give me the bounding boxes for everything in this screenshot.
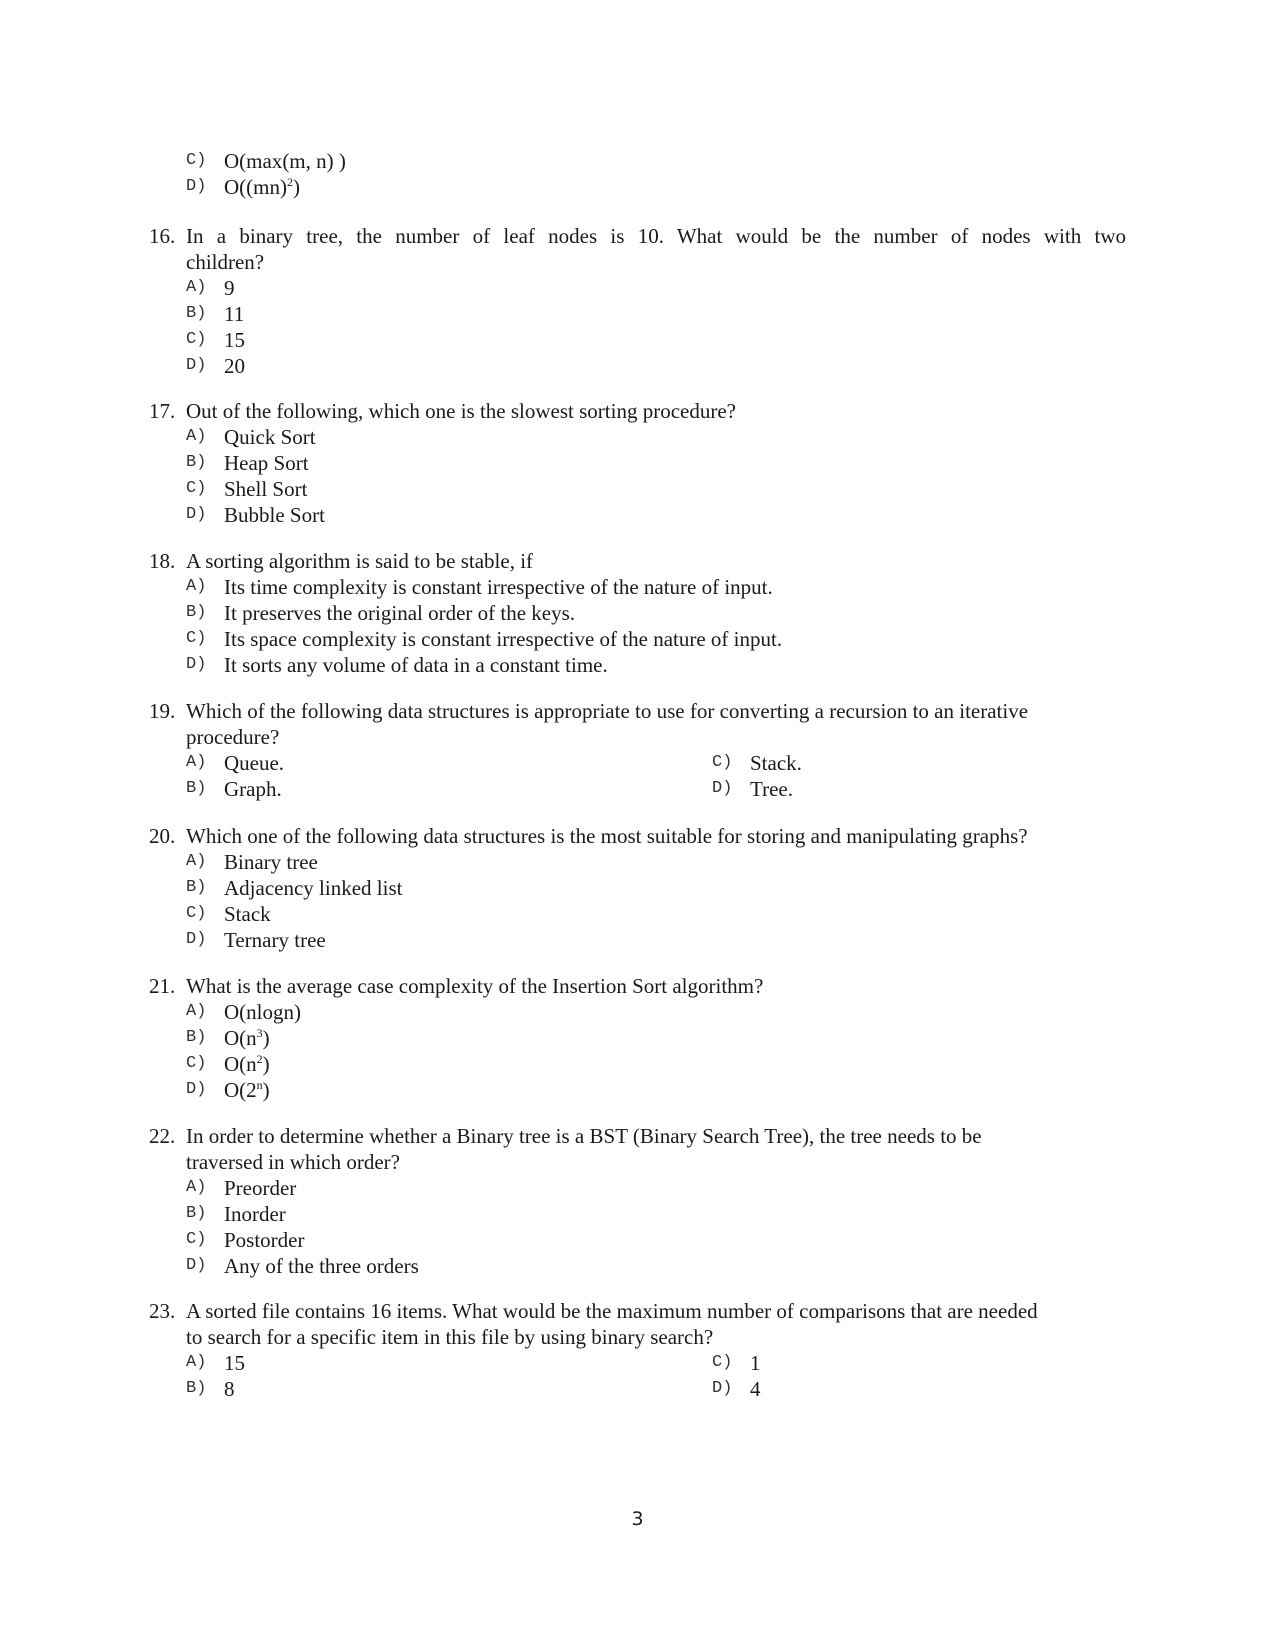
option-a-text: 15 (224, 1351, 245, 1375)
option-c-text: Stack. (750, 751, 802, 775)
question-number: 21. (149, 974, 176, 998)
question-20 (149, 823, 1129, 953)
question-18 (149, 548, 1129, 678)
question-text: What is the average case complexity of the Insertion Sort algorithm? (186, 974, 764, 998)
question-line (149, 1123, 1129, 1149)
question-number: 18. (149, 549, 176, 573)
option-c-text: 1 (750, 1351, 761, 1375)
option-text: O(max(m, n) ) (224, 149, 346, 173)
option-b-letter: B) (186, 1379, 207, 1398)
option-a-letter: A) (186, 753, 207, 772)
question-number: 23. (149, 1299, 176, 1323)
question-text: Which one of the following data structures is the most suitable for storing and manipulating graphs? (186, 824, 1028, 848)
option-d-text: 4 (750, 1377, 761, 1401)
option-a: A) Its time complexity is constant irrespective of the nature of input. (186, 575, 773, 599)
option-b: B) Inorder (186, 1202, 286, 1226)
option-c: C) $O(n^2)$ (186, 1052, 270, 1076)
option-a: A) Binary tree (186, 850, 318, 874)
question-text: Out of the following, which one is the slowest sorting procedure? (186, 399, 736, 423)
question-line (149, 1324, 1129, 1350)
option-row (149, 750, 1129, 776)
question-line (149, 398, 1129, 424)
option-b: B) 11 (186, 302, 245, 326)
option-letter: D) (186, 177, 207, 196)
option-b-text: 8 (224, 1377, 235, 1401)
question-number: 20. (149, 824, 176, 848)
option-letter: C) (186, 151, 207, 170)
question-text: to search for a specific item in this file by using binary search? (186, 1325, 714, 1349)
option-c (149, 148, 1129, 174)
page-number: 3 (631, 1508, 644, 1530)
option-d: D) Any of the three orders (186, 1254, 419, 1278)
question-number: 19. (149, 699, 176, 723)
superscript: 2 (286, 175, 293, 189)
question-21 (149, 973, 1129, 1103)
option-d: D) It sorts any volume of data in a constant time. (186, 653, 608, 677)
superscript: 2 (256, 1052, 263, 1066)
option-row (149, 1350, 1129, 1376)
option-c-letter: C) (712, 753, 733, 772)
option-b: B) Heap Sort (186, 451, 309, 475)
question-text: In a binary tree, the number of leaf nodes is 10. What would be the number of nodes with two (186, 224, 1126, 248)
option-c: C) Postorder (186, 1228, 305, 1252)
question-line (149, 548, 1129, 574)
option-a: A) Preorder (186, 1176, 297, 1200)
question-line (149, 823, 1129, 849)
question-text: procedure? (186, 725, 280, 749)
option-c: C) Shell Sort (186, 477, 308, 501)
option-d (149, 174, 1129, 200)
question-number: 17. (149, 399, 176, 423)
option-c-letter: C) (712, 1353, 733, 1372)
question-line (149, 1298, 1129, 1324)
option-row (149, 1376, 1129, 1402)
question-text: A sorting algorithm is said to be stable, if (186, 549, 534, 573)
question-number: 16. (149, 224, 176, 248)
option-b: B) Adjacency linked list (186, 876, 403, 900)
option-a: A) Quick Sort (186, 425, 316, 449)
question-16 (149, 223, 1129, 379)
option-d-letter: D) (712, 779, 733, 798)
option-c: C) Stack (186, 902, 271, 926)
option-a-letter: A) (186, 1353, 207, 1372)
option-a-text: Queue. (224, 751, 285, 775)
question-text: In order to determine whether a Binary tree is a BST (Binary Search Tree), the tree needs to be (186, 1124, 982, 1148)
question-text: A sorted file contains 16 items. What would be the maximum number of comparisons that are needed (186, 1299, 1038, 1323)
question-text: traversed in which order? (186, 1150, 400, 1174)
question-line (149, 698, 1129, 724)
question-line (149, 724, 1129, 750)
option-c: C) 15 (186, 328, 245, 352)
question-number: 22. (149, 1124, 176, 1148)
question-text: Which of the following data structures is appropriate to use for converting a recursion to an iterative (186, 699, 1029, 723)
question-line (149, 1149, 1129, 1175)
option-d: D) O(2$^n$) (186, 1078, 270, 1102)
question-text: children? (186, 250, 265, 274)
question-19 (149, 698, 1129, 802)
option-a: A) O(nlogn) (186, 1000, 301, 1024)
question-line (149, 223, 1129, 249)
option-d-text: Tree. (750, 777, 793, 801)
question-15-tail (149, 148, 1129, 200)
option-d: D) 20 (186, 354, 245, 378)
question-22 (149, 1123, 1129, 1279)
option-d-letter: D) (712, 1379, 733, 1398)
option-text: O((mn)$^2$) (224, 175, 300, 199)
question-line (149, 973, 1129, 999)
option-row (149, 776, 1129, 802)
option-b: B) $O(n^3)$ (186, 1026, 270, 1050)
question-line (149, 249, 1129, 275)
option-b: B) It preserves the original order of the keys. (186, 601, 576, 625)
option-d: D) Bubble Sort (186, 503, 325, 527)
option-b-text: Graph. (224, 777, 282, 801)
superscript: 3 (256, 1026, 263, 1040)
option-a: A) 9 (186, 276, 235, 300)
option-d: D) Ternary tree (186, 928, 326, 952)
option-c: C) Its space complexity is constant irrespective of the nature of input. (186, 627, 783, 651)
option-b-letter: B) (186, 779, 207, 798)
question-17 (149, 398, 1129, 528)
question-23 (149, 1298, 1129, 1402)
superscript: n (256, 1078, 263, 1092)
